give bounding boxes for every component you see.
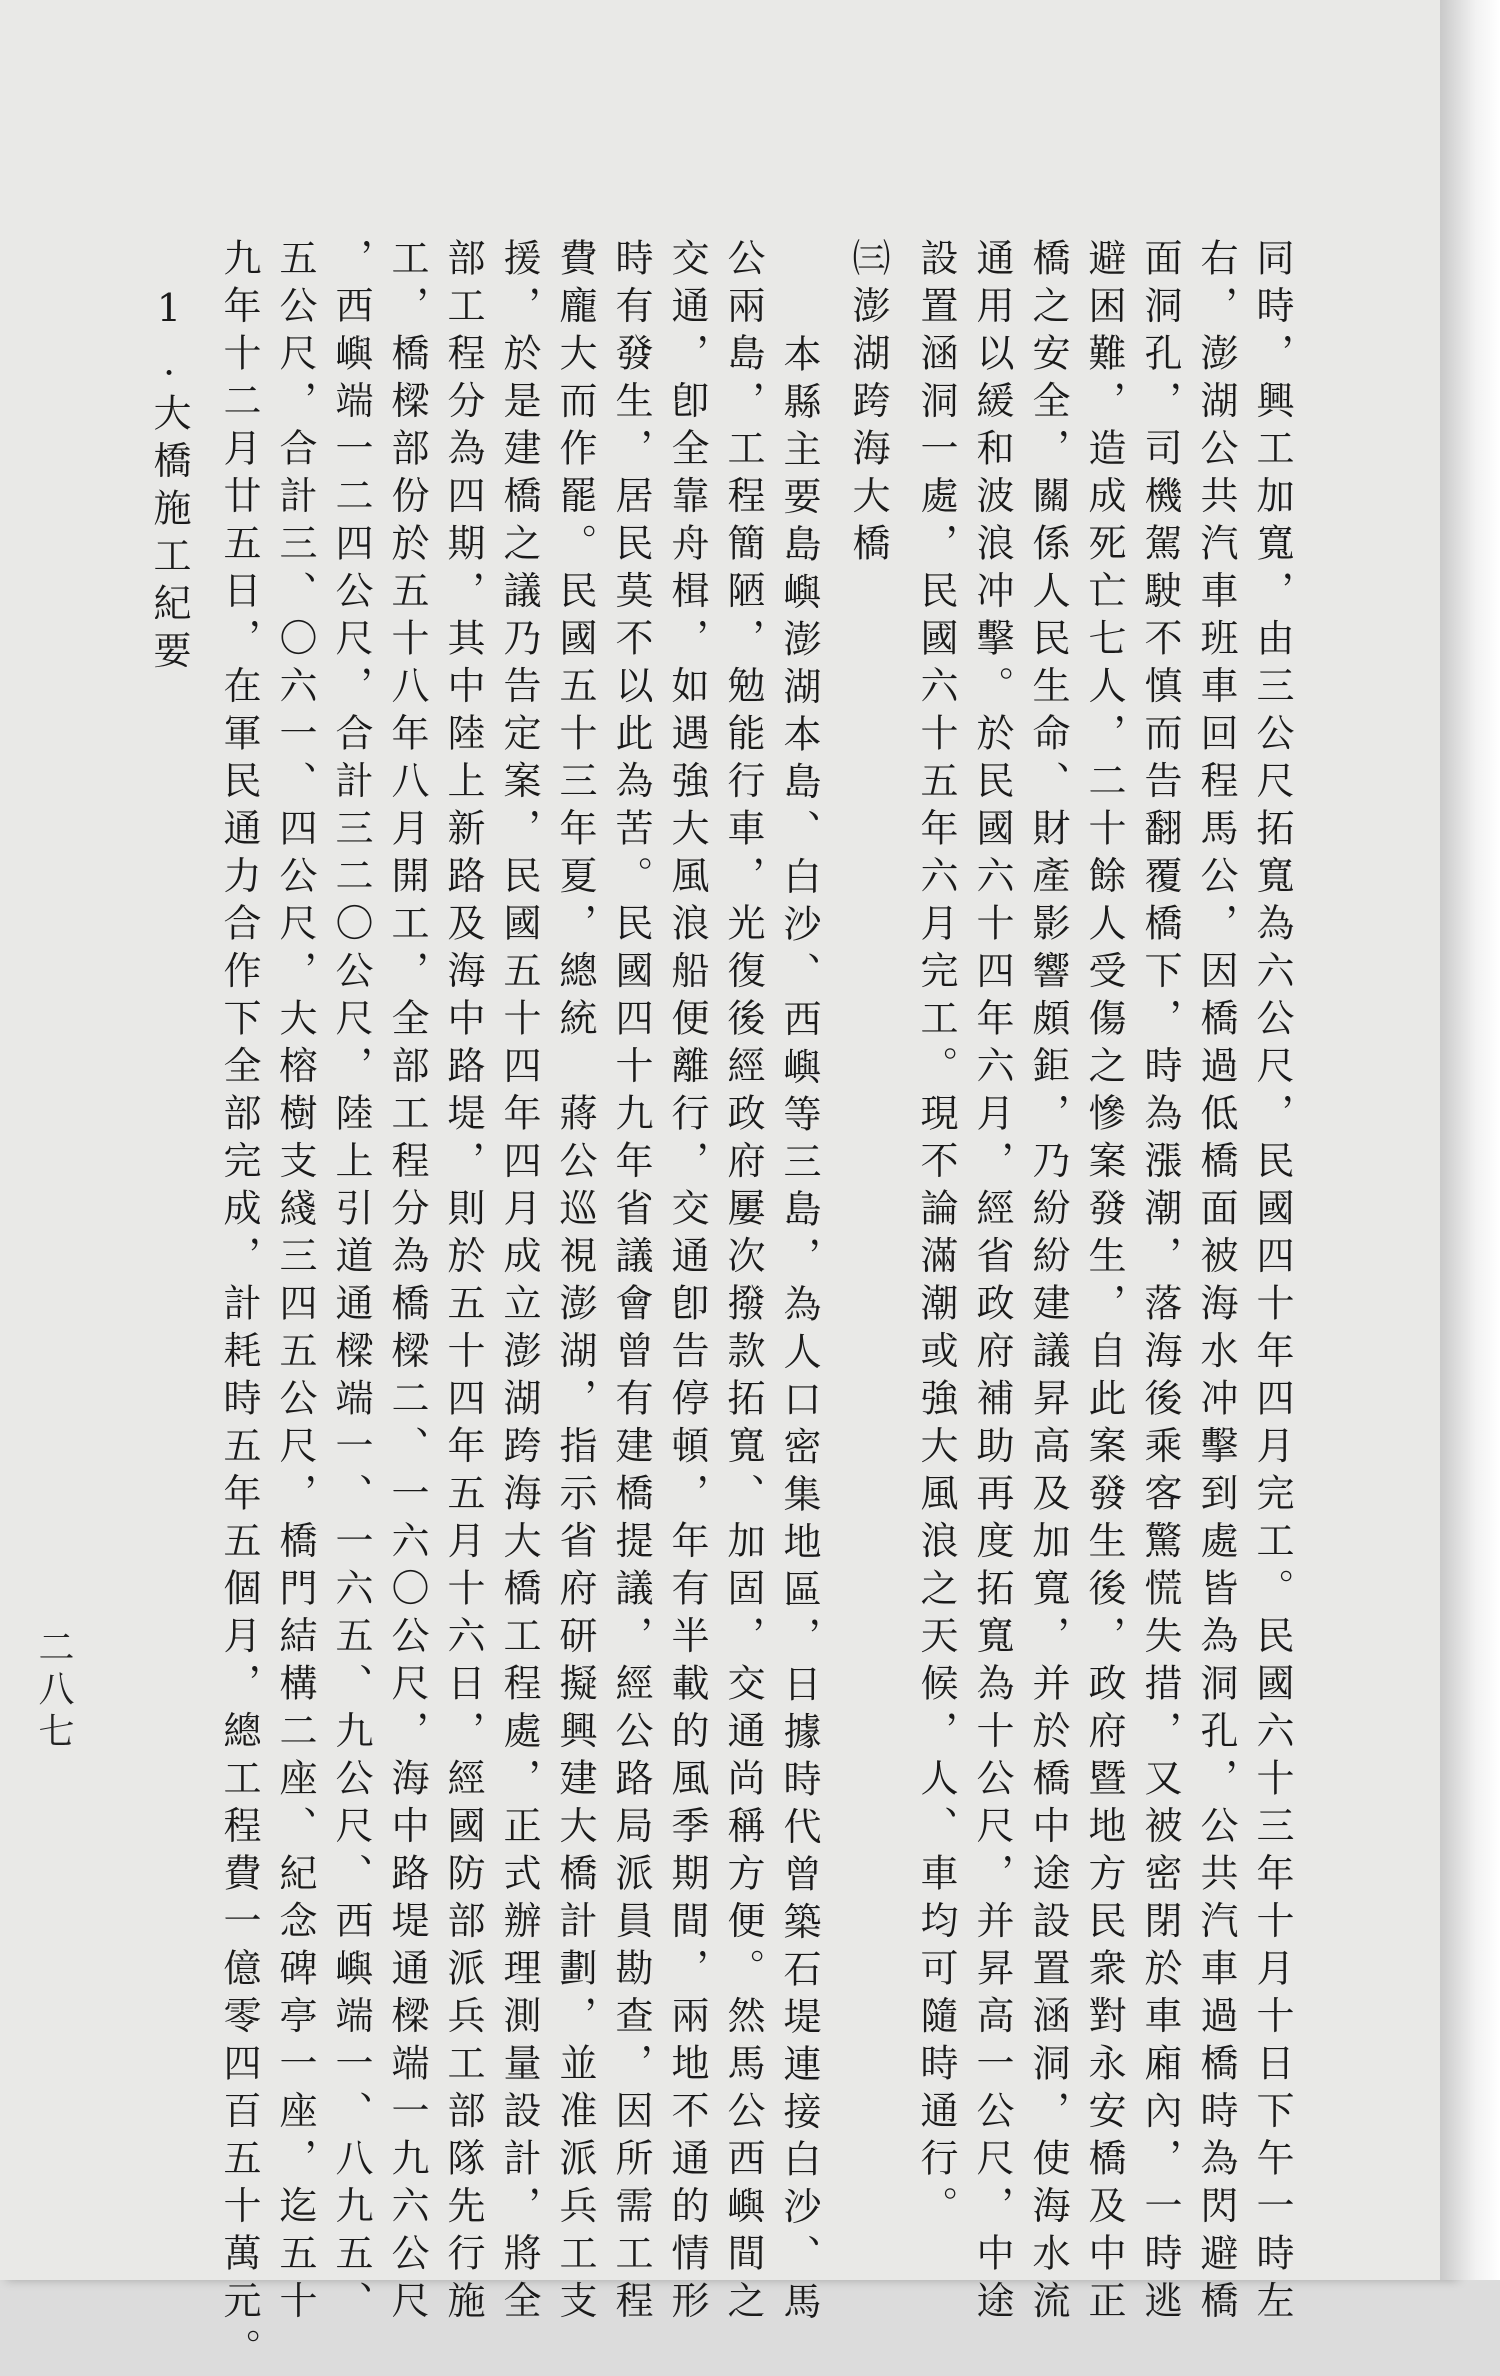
page-number: 二八七 <box>33 1628 74 1754</box>
subsection-heading: 1.大橋施工紀要 <box>147 286 191 678</box>
text-column: 九年十二月廿五日，在軍民通力合作下全部完成，計耗時五年五個月，總工程費一億零四百五十萬元。 <box>217 238 261 2376</box>
section-heading: ㈢澎湖跨海大橋 <box>846 238 890 571</box>
text-column: 本縣主要島嶼澎湖本島、白沙、西嶼等三島，為人口密集地區，日據時代曾築石堤連接白沙、馬 <box>777 334 821 2329</box>
text-column: 右，澎湖公共汽車班車回程馬公，因橋過低橋面被海水冲擊到處皆為洞孔，公共汽車過橋時為閃避橋 <box>1194 238 1238 2328</box>
text-column: 交通，卽全靠舟楫，如遇強大風浪船便離行，交通卽告停頓，年有半載的風季期間，兩地不通的情形 <box>665 238 709 2328</box>
text-column: 五公尺，合計三、〇六一、四公尺，大榕樹支綫三四五公尺，橋門結構二座、紀念碑亭一座，迄五十 <box>273 238 317 2328</box>
text-column: 部工程分為四期，其中陸上新路及海中路堤，則於五十四年五月十六日，經國防部派兵工部隊先行施 <box>441 238 485 2328</box>
text-column: 費龐大而作罷。民國五十三年夏，總統 蔣公巡視澎湖，指示省府研擬興建大橋計劃，並准派兵工支 <box>553 238 597 2328</box>
text-column: 設置涵洞一處，民國六十五年六月完工。現不論滿潮或強大風浪之天候，人、車均可隨時通行。 <box>914 238 958 2233</box>
text-column: 橋之安全，關係人民生命、財產影響頗鉅，乃紛紛建議昇高及加寬，并於橋中途設置涵洞，使海水流 <box>1026 238 1070 2328</box>
text-column: 同時，興工加寬，由三公尺拓寬為六公尺，民國四十年四月完工。民國六十三年十月十日下午一時左 <box>1250 238 1294 2328</box>
text-column: 面洞孔，司機駕駛不慎而告翻覆橋下，時為漲潮，落海後乘客驚慌失措，又被密閉於車廂內，一時逃 <box>1138 238 1182 2328</box>
text-column: ，西嶼端一二四公尺，合計三二〇公尺，陸上引道通樑端一、一六五、九公尺、西嶼端一、八九五、 <box>329 238 373 2328</box>
text-column: 援，於是建橋之議乃告定案，民國五十四年四月成立澎湖跨海大橋工程處，正式辦理測量設計，將全 <box>497 238 541 2328</box>
text-column: 公兩島，工程簡陋，勉能行車，光復後經政府屢次撥款拓寬、加固，交通尚稱方便。然馬公西嶼間之 <box>721 238 765 2328</box>
page-edge-shadow <box>1440 0 1500 2280</box>
text-column: 通用以緩和波浪冲擊。於民國六十四年六月，經省政府補助再度拓寬為十公尺，并昇高一公尺，中途 <box>970 238 1014 2328</box>
text-column: 避困難，造成死亡七人，二十餘人受傷之慘案發生，自此案發生後，政府暨地方民衆對永安橋及中正 <box>1082 238 1126 2328</box>
text-column: 工，橋樑部份於五十八年八月開工，全部工程分為橋樑二、一六〇公尺，海中路堤通樑端一九六公尺 <box>385 238 429 2328</box>
text-column: 時有發生，居民莫不以此為苦。民國四十九年省議會曾有建橋提議，經公路局派員勘查，因所需工程 <box>609 238 653 2328</box>
